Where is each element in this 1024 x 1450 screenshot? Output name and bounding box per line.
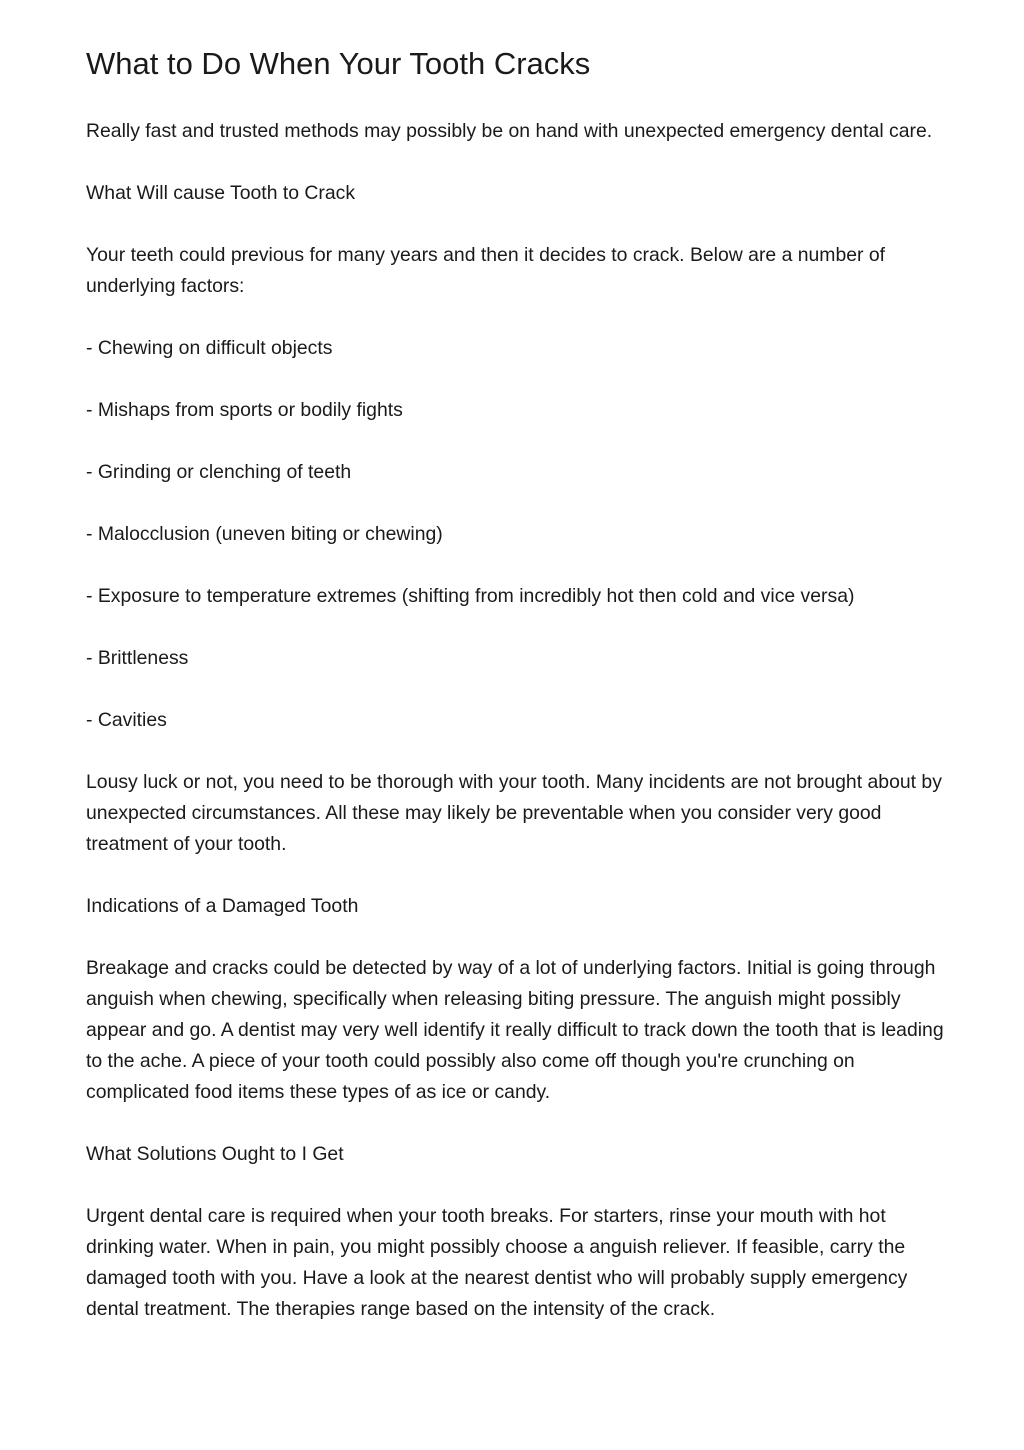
indications-paragraph: Breakage and cracks could be detected by way of a lot of underlying factors. Initial is going through anguish when chewing, specifically when releasing biting pressure. The anguish might possibly appear and go. A dentist may very well identify it really difficult to track down the tooth that is leading to the ache. A piece of your tooth could possibly also come off though you're crunching on complicated food items these types of as ice or candy. bbox=[86, 957, 944, 1103]
list-item: - Malocclusion (uneven biting or chewing) bbox=[86, 523, 443, 545]
solutions-paragraph: Urgent dental care is required when your tooth breaks. For starters, rinse your mouth with hot drinking water. When in pain, you might possibly choose a anguish reliever. If feasible, carry the damaged tooth with you. Have a look at the nearest dentist who will probably supply emergency dental treatment. The therapies range based on the intensity of the crack. bbox=[86, 1205, 908, 1320]
intro-paragraph: Really fast and trusted methods may possibly be on hand with unexpected emergency dental care. bbox=[86, 120, 933, 142]
list-item: - Grinding or clenching of teeth bbox=[86, 461, 352, 483]
section-heading-causes: What Will cause Tooth to Crack bbox=[86, 182, 356, 204]
list-item: - Brittleness bbox=[86, 647, 189, 669]
list-item: - Mishaps from sports or bodily fights bbox=[86, 399, 403, 421]
list-item: - Exposure to temperature extremes (shifting from incredibly hot then cold and vice versa) bbox=[86, 585, 855, 607]
list-item: - Chewing on difficult objects bbox=[86, 337, 333, 359]
page-title: What to Do When Your Tooth Cracks bbox=[86, 46, 591, 81]
section-heading-indications: Indications of a Damaged Tooth bbox=[86, 895, 359, 917]
list-item: - Cavities bbox=[86, 709, 167, 731]
prevention-paragraph: Lousy luck or not, you need to be thorough with your tooth. Many incidents are not brought about by unexpected circumstances. All these may likely be preventable when you consider very good treatment of your tooth. bbox=[86, 771, 942, 855]
document-page bbox=[86, 44, 946, 1356]
section-heading-solutions: What Solutions Ought to I Get bbox=[86, 1143, 344, 1165]
causes-paragraph: Your teeth could previous for many years and then it decides to crack. Below are a number of underlying factors: bbox=[86, 244, 886, 297]
